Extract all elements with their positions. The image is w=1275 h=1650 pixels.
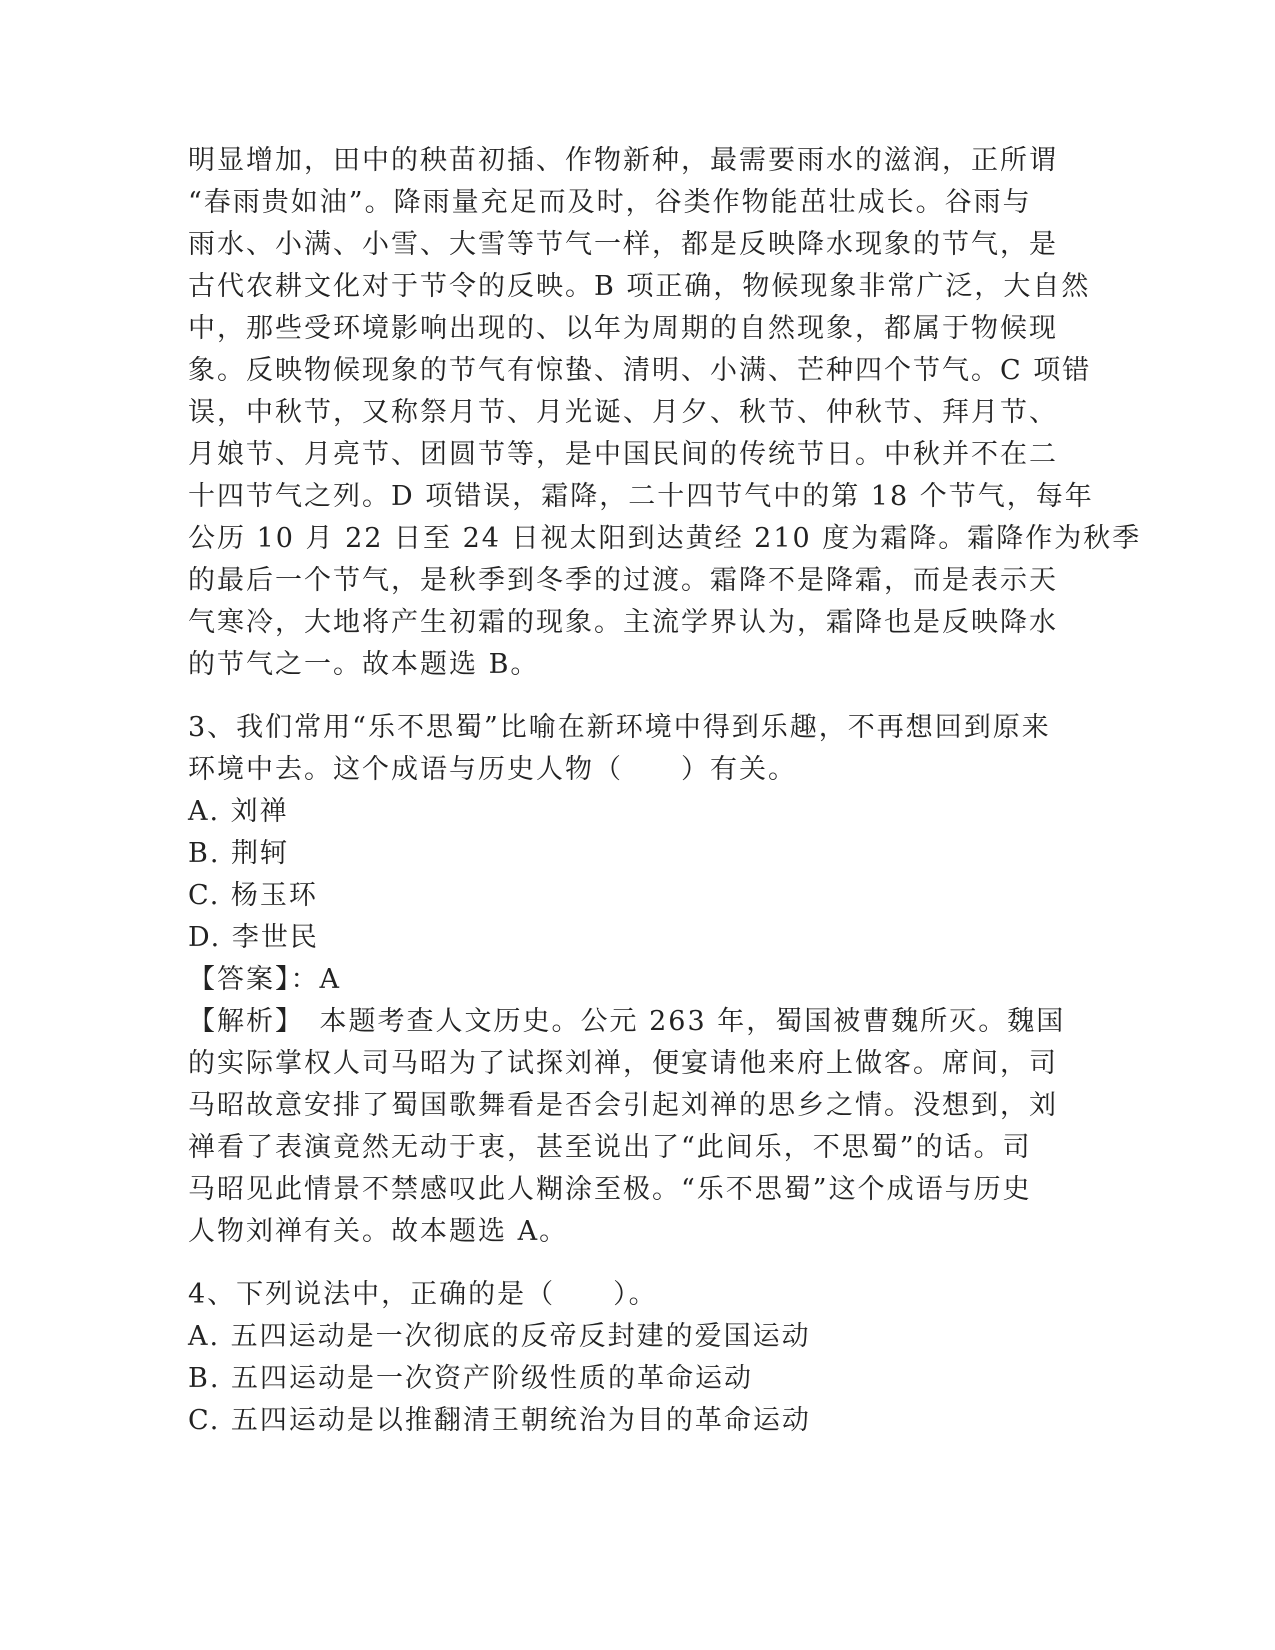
option-b: B. 五四运动是一次资产阶级性质的革命运动: [188, 1363, 754, 1394]
text-line: 公历 10 月 22 日至 24 日视太阳到达黄经 210 度为霜降。霜降作为秋季: [188, 523, 1142, 554]
option-a: A. 五四运动是一次彻底的反帝反封建的爱国运动: [188, 1321, 811, 1352]
explanation-line: 禅看了表演竟然无动于衷，甚至说出了“此间乐，不思蜀”的话。司: [188, 1132, 1032, 1163]
question-stem-line: 环境中去。这个成语与历史人物（ ）有关。: [188, 754, 797, 785]
option-a: A. 刘禅: [188, 796, 289, 827]
text-line: 误，中秋节，又称祭月节、月光诞、月夕、秋节、仲秋节、拜月节、: [188, 397, 1058, 428]
question-stem-line: 3、我们常用“乐不思蜀”比喻在新环境中得到乐趣，不再想回到原来: [188, 712, 1051, 743]
text-line: 古代农耕文化对于节令的反映。B 项正确，物候现象非常广泛，大自然: [188, 271, 1091, 302]
option-d: D. 李世民: [188, 922, 319, 953]
option-c: C. 杨玉环: [188, 880, 318, 911]
option-b: B. 荆轲: [188, 838, 290, 869]
explanation-line: 人物刘禅有关。故本题选 A。: [188, 1216, 569, 1247]
text-line: “春雨贵如油”。降雨量充足而及时，谷类作物能茁壮成长。谷雨与: [188, 187, 1032, 218]
text-line: 雨水、小满、小雪、大雪等节气一样，都是反映降水现象的节气，是: [188, 229, 1058, 260]
option-c: C. 五四运动是以推翻清王朝统治为目的革命运动: [188, 1405, 811, 1436]
text-line: 的最后一个节气，是秋季到冬季的过渡。霜降不是降霜，而是表示天: [188, 565, 1058, 596]
explanation-line: 的实际掌权人司马昭为了试探刘禅，便宴请他来府上做客。席间，司: [188, 1048, 1058, 1079]
text-line: 的节气之一。故本题选 B。: [188, 649, 540, 680]
text-line: 中，那些受环境影响出现的、以年为周期的自然现象，都属于物候现: [188, 313, 1058, 344]
text-line: 明显增加，田中的秧苗初插、作物新种，最需要雨水的滋润，正所谓: [188, 145, 1058, 176]
question-stem-line: 4、下列说法中，正确的是（ ）。: [188, 1279, 658, 1310]
explanation-line: 【解析】 本题考查人文历史。公元 263 年，蜀国被曹魏所灭。魏国: [188, 1006, 1066, 1037]
explanation-line: 马昭故意安排了蜀国歌舞看是否会引起刘禅的思乡之情。没想到，刘: [188, 1090, 1058, 1121]
text-line: 气寒冷，大地将产生初霜的现象。主流学界认为，霜降也是反映降水: [188, 607, 1058, 638]
explanation-line: 马昭见此情景不禁感叹此人糊涂至极。“乐不思蜀”这个成语与历史: [188, 1174, 1032, 1205]
text-line: 象。反映物候现象的节气有惊蛰、清明、小满、芒种四个节气。C 项错: [188, 355, 1092, 386]
answer-line: 【答案】：A: [188, 964, 341, 995]
text-line: 十四节气之列。D 项错误，霜降，二十四节气中的第 18 个节气，每年: [188, 481, 1094, 512]
text-line: 月娘节、月亮节、团圆节等，是中国民间的传统节日。中秋并不在二: [188, 439, 1058, 470]
